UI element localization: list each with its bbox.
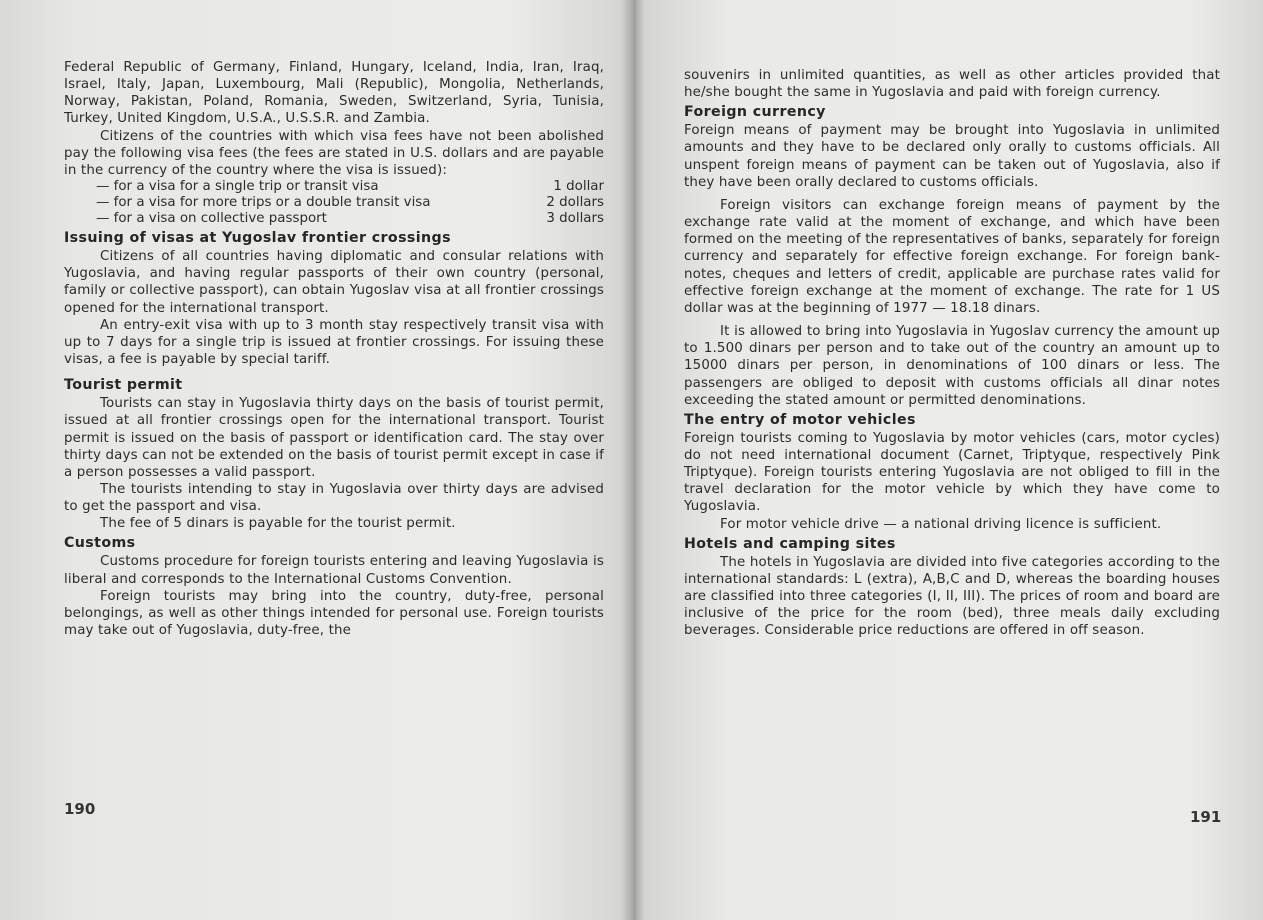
fee-amount: 1 dollar: [553, 179, 604, 195]
fee-label: — for a visa for more trips or a double transit visa: [96, 195, 431, 211]
paragraph-currency-2: Foreign visitors can exchange foreign means of payment by the exchange rate valid at the moment of exchange, and which have been formed on the meeting of the representatives of banks, separately for foreign currency and separately for effective foreign exchange. For foreign bank-notes, cheques and letters of credit, applicable are purchase rates valid for effective foreign exchange at the moment of exchange. The rate for 1 US dollar was at the beginning of 1977 — 18.18 dinars.: [684, 197, 1220, 316]
left-page-column: [64, 59, 604, 639]
heading-tourist-permit: Tourist permit: [64, 377, 183, 394]
heading-hotels-camping: Hotels and camping sites: [684, 535, 896, 552]
heading-motor-vehicles: The entry of motor vehicles: [684, 411, 916, 428]
fee-row: [64, 195, 604, 211]
fee-label: — for a visa on collective passport: [96, 211, 327, 227]
paragraph-hotels: The hotels in Yugoslavia are divided into five categories according to the international standards: L (extra), A,B,C and D, whereas the boarding houses are classified into three categories (I, II, III). The prices of room and board are inclusive of the price for the room (bed), three meals daily excluding beverages. Considerable price reductions are offered in off season.: [684, 554, 1220, 639]
paragraph-souvenirs: souvenirs in unlimited quantities, as well as other articles provided that he/she bought the same in Yugoslavia and paid with foreign currency.: [684, 68, 1220, 101]
fee-row: [64, 179, 604, 195]
spacer: [64, 368, 604, 374]
paragraph-customs-1: Customs procedure for foreign tourists entering and leaving Yugoslavia is liberal and corresponds to the International Customs Convention.: [64, 554, 604, 587]
fee-amount: 2 dollars: [546, 195, 604, 211]
paragraph-issuing-2: An entry-exit visa with up to 3 month stay respectively transit visa with up to 7 days for a single trip is issued at frontier crossings. For issuing these visas, a fee is payable by special tariff.: [64, 317, 604, 368]
paragraph-tourist-1: Tourists can stay in Yugoslavia thirty days on the basis of tourist permit, issued at all frontier crossings open for the international transport. Tourist permit is issued on the basis of passport or identification card. The stay over thirty days can not be extended on the basis of tourist permit except in case if a person possesses a valid passport.: [64, 396, 604, 480]
paragraph-tourist-2: The tourists intending to stay in Yugoslavia over thirty days are advised to get the passport and visa.: [64, 481, 604, 515]
paragraph-customs-2: Foreign tourists may bring into the country, duty-free, personal belongings, as well as other things intended for personal use. Foreign tourists may take out of Yugoslavia, duty-free, the: [64, 588, 604, 639]
paragraph-countries: Federal Republic of Germany, Finland, Hungary, Iceland, India, Iran, Iraq, Israel, Italy, Japan, Luxembourg, Mali (Republic), Mongolia, Netherlands, Norway, Pakistan, Poland, Romania, Sweden, Switzerland, Syria, Tunisia, Turkey, United Kingdom, U.S.A., U.S.S.R. and Zambia.: [64, 60, 604, 127]
paragraph-tourist-3: The fee of 5 dinars is payable for the tourist permit.: [100, 516, 456, 532]
paragraph-issuing-1: Citizens of all countries having diplomatic and consular relations with Yugoslavia, and having regular passports of their own country (personal, family or collective passport), can obtain Yugoslav visa at all frontier crossings opened for the international transport.: [64, 249, 604, 316]
heading-customs: Customs: [64, 535, 136, 552]
paragraph-visa-fees: Citizens of the countries with which visa fees have not been abolished pay the following visa fees (the fees are stated in U.S. dollars and are payable in the currency of the country where the visa is issued):: [64, 128, 604, 178]
paragraph-currency-3: It is allowed to bring into Yugoslavia in Yugoslav currency the amount up to 1.500 dinars per person and to take out of the country an amount up to 15000 dinars per person, in denominations of 100 dinars or less. The passengers are obliged to deposit with customs officials all dinar notes exceeding the stated amount or permitted denominations.: [684, 324, 1220, 408]
paragraph-motor-1: Foreign tourists coming to Yugoslavia by motor vehicles (cars, motor cycles) do not need international document (Carnet, Triptyque, respectively Pink Triptyque). Foreign tourists entering Yugoslavia are not obliged to fill in the travel declaration for the motor vehicle by which they have come to Yugoslavia.: [684, 430, 1220, 515]
right-page: [632, 0, 1263, 920]
page-number-right: 191: [1190, 808, 1222, 826]
page-number-left: 190: [64, 800, 96, 818]
fee-amount: 3 dollars: [546, 211, 604, 227]
right-page-column: [684, 67, 1220, 640]
fee-row: [64, 211, 604, 227]
fee-label: — for a visa for a single trip or transit visa: [96, 179, 379, 195]
heading-foreign-currency: Foreign currency: [684, 104, 826, 121]
paragraph-motor-2: For motor vehicle drive — a national driving licence is sufficient.: [720, 516, 1162, 532]
heading-issuing-visas: Issuing of visas at Yugoslav frontier crossings: [64, 230, 451, 247]
paragraph-currency-1: Foreign means of payment may be brought into Yugoslavia in unlimited amounts and they have to be declared only orally to customs officials. All unspent foreign means of payment can be taken out of Yugoslavia, also if they have been orally declared to customs officials.: [684, 123, 1220, 190]
